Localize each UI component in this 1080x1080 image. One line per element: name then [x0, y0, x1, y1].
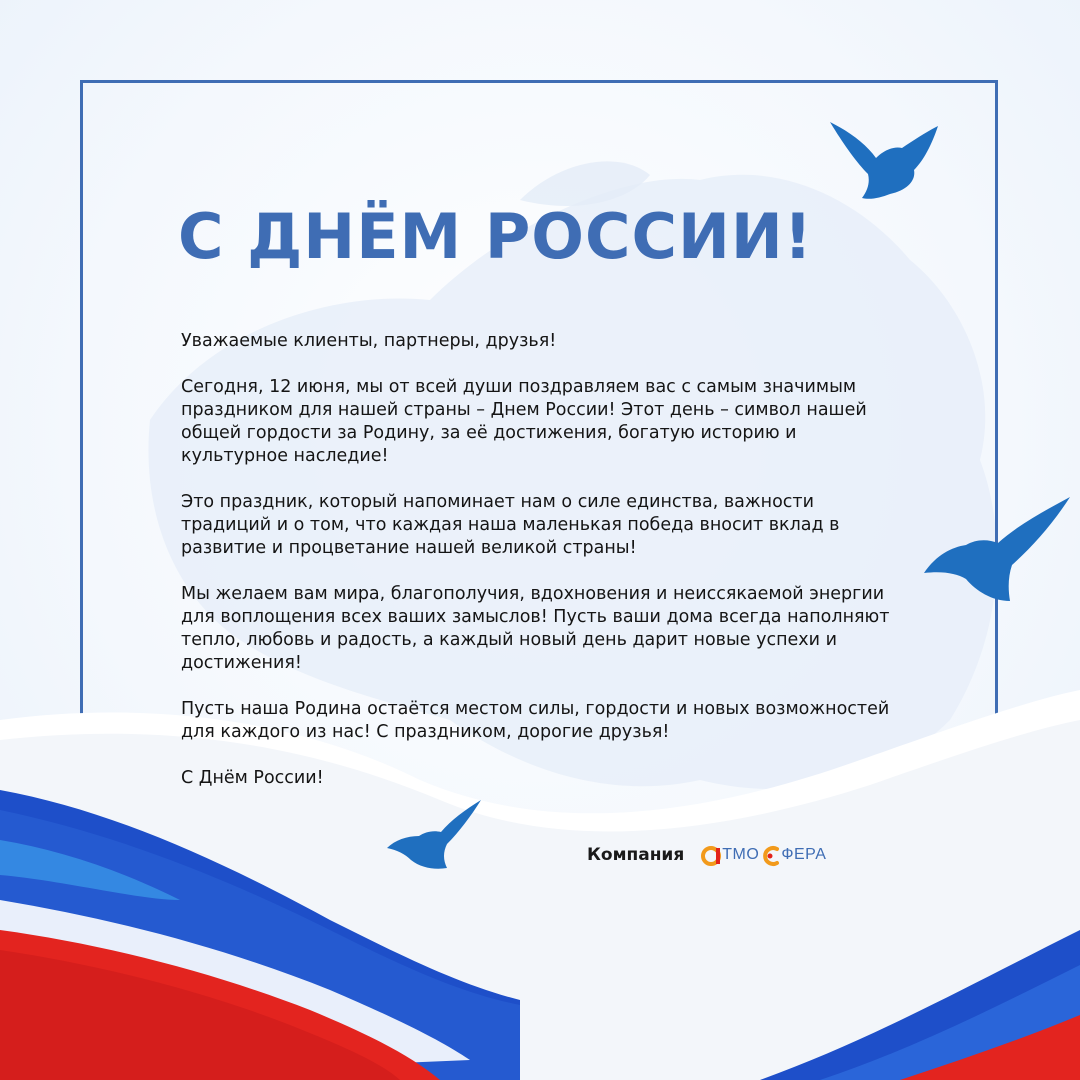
company-logo — [700, 842, 826, 868]
page-title: С ДНЁМ РОССИИ! — [178, 200, 814, 273]
company-label: Компания — [587, 845, 685, 865]
letter-paragraph: Это праздник, который напоминает нам о силе единства, важности традиций и о том, что каждая наша маленькая победа вносит вклад в развитие и процветание нашей великой страны! — [181, 492, 840, 558]
letter-closing: С Днём России! — [181, 768, 324, 788]
greeting-letter — [181, 330, 901, 813]
bird-icon — [828, 118, 940, 200]
letter-paragraph: Пусть наша Родина остаётся местом силы, гордости и новых возможностей для каждого из нас! С праздником, дорогие друзья! — [181, 699, 890, 742]
logo-text-part: ТМО — [722, 846, 760, 863]
logo-letter-a-icon — [700, 842, 722, 868]
logo-text-part: ФЕРА — [781, 846, 827, 863]
company-signature — [587, 840, 826, 870]
bird-icon — [922, 495, 1072, 605]
letter-paragraph: Сегодня, 12 июня, мы от всей души поздравляем вас с самым значимым праздником для нашей страны – Днем России! Этот день – символ нашей общей гордости за Родину, за её достижения, богатую историю и культурное наследие! — [181, 377, 867, 466]
letter-paragraph: Мы желаем вам мира, благополучия, вдохновения и неиссякаемой энергии для воплощения всех ваших замыслов! Пусть ваши дома всегда наполняют тепло, любовь и радость, а каждый новый день дарит новые успехи и достижения! — [181, 584, 890, 673]
logo-letter-s-icon — [759, 842, 781, 868]
letter-greeting: Уважаемые клиенты, партнеры, друзья! — [181, 331, 557, 351]
